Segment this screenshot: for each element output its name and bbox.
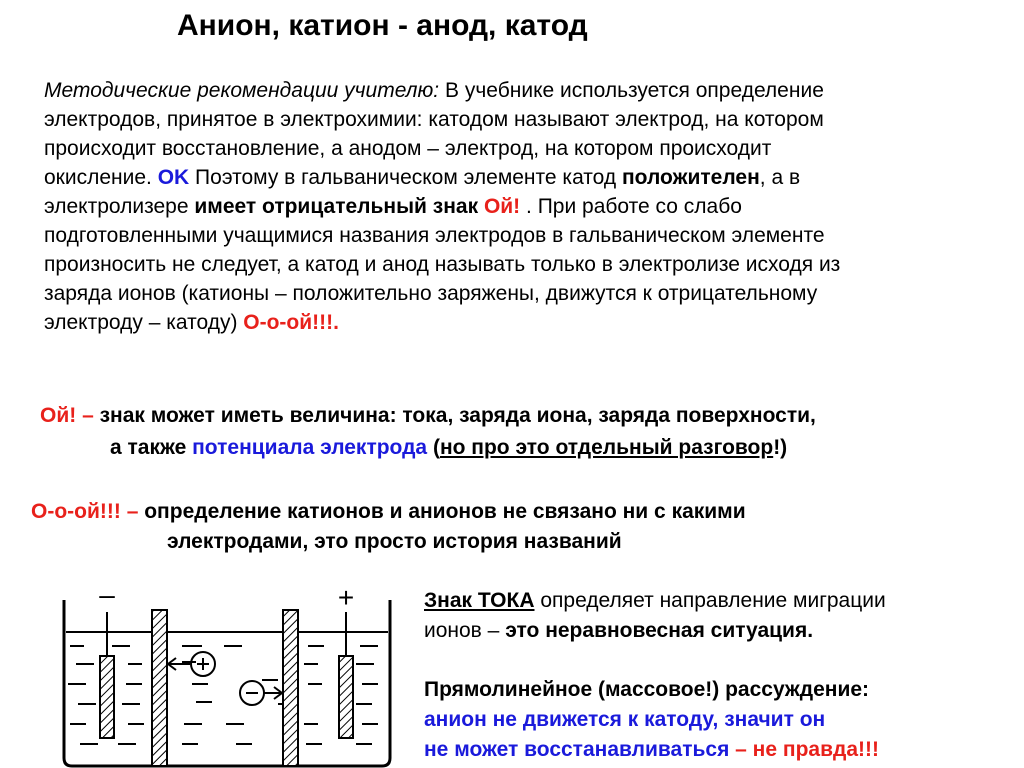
para-text: электроду – катоду) [44, 311, 244, 334]
right-line-1 [424, 586, 1014, 616]
right-line-3: Прямолинейное (массовое!) рассуждение: [424, 678, 870, 701]
right-text: определяет направление миграции [534, 589, 886, 612]
ok-mark: OK [157, 166, 190, 189]
para-text: , а в [759, 166, 801, 189]
negative-sign-term: имеет отрицательный знак [194, 195, 479, 218]
para-text: электролизере [44, 195, 195, 218]
cathode-electrode [100, 656, 114, 738]
cation-with-arrow [168, 652, 215, 676]
note-oy-line-2 [110, 433, 787, 462]
spacer [424, 646, 1014, 675]
plus-sign: + [337, 582, 355, 613]
para-line-2: электродов, принятое в электрохимии: катодом называют электрод, на котором [44, 108, 824, 131]
para-line-6: подготовленными учащимися названия электродов в гальваническом элементе [44, 224, 825, 247]
note-ooy-line-1 [31, 497, 746, 526]
para-line-4 [44, 163, 974, 192]
note-oy-text: ( [427, 436, 440, 459]
current-sign-explanation [424, 586, 1014, 765]
para-line-7: произносить не следует, а катод и анод называть только в электролизе исходя из [44, 253, 841, 276]
anion-with-arrow [240, 681, 282, 705]
electrode-potential-term: потенциала электрода [192, 436, 428, 459]
para-text: В учебнике используется определение [439, 79, 824, 102]
para-text: Поэтому в гальваническом элементе катод [189, 166, 622, 189]
note-ooy-text: определение катионов и анионов не связано ни с какими [138, 500, 746, 523]
note-oy-text: !) [773, 436, 788, 459]
electrolysis-cell-diagram [56, 580, 400, 768]
positive-term: положителен [622, 166, 760, 189]
para-line-3: происходит восстановление, а анодом – электрод, на котором происходит [44, 137, 772, 160]
current-sign-term: Знак ТОКА [424, 589, 535, 612]
right-membrane [283, 610, 298, 766]
para-line-1 [44, 76, 974, 105]
note-oy-text: знак может иметь величина: тока, заряда иона, заряда поверхности, [93, 404, 816, 427]
para-text: окисление. [44, 166, 158, 189]
right-line-2 [424, 616, 1014, 646]
anode-electrode [339, 656, 353, 738]
note-oy-label: Ой! – [40, 404, 94, 427]
minus-sign: – [99, 580, 115, 610]
note-ooy-line-2: электродами, это просто история названий [167, 530, 622, 553]
nonequilibrium-term: это неравновесная ситуация. [505, 619, 814, 642]
note-oy-text: а также [110, 436, 193, 459]
separate-talk-note: но про это отдельный разговор [439, 436, 774, 459]
right-line-5 [424, 735, 1014, 765]
teacher-recommendations-paragraph [44, 76, 974, 337]
right-line-4: анион не движется к катоду, значит он [424, 708, 826, 731]
right-text: ионов – [424, 619, 506, 642]
not-true-mark: – не правда!!! [735, 738, 879, 761]
left-membrane [152, 610, 167, 766]
para-text: . При работе со слабо [520, 195, 742, 218]
note-oy-line-1 [40, 401, 816, 430]
page-title: Анион, катион - анод, катод [177, 9, 588, 42]
ooy-mark: О-о-ой!!!. [243, 311, 339, 334]
note-ooy-label: О-о-ой!!! – [31, 500, 139, 523]
para-line-8: заряда ионов (катионы – положительно заряжены, движутся к отрицательному [44, 282, 818, 305]
para-line-5 [44, 192, 974, 221]
para-line-9 [44, 308, 974, 337]
right-blue-text: не может восстанавливаться [424, 738, 736, 761]
recommendations-label: Методические рекомендации учителю: [44, 79, 440, 102]
oy-mark: Ой! [483, 195, 521, 218]
